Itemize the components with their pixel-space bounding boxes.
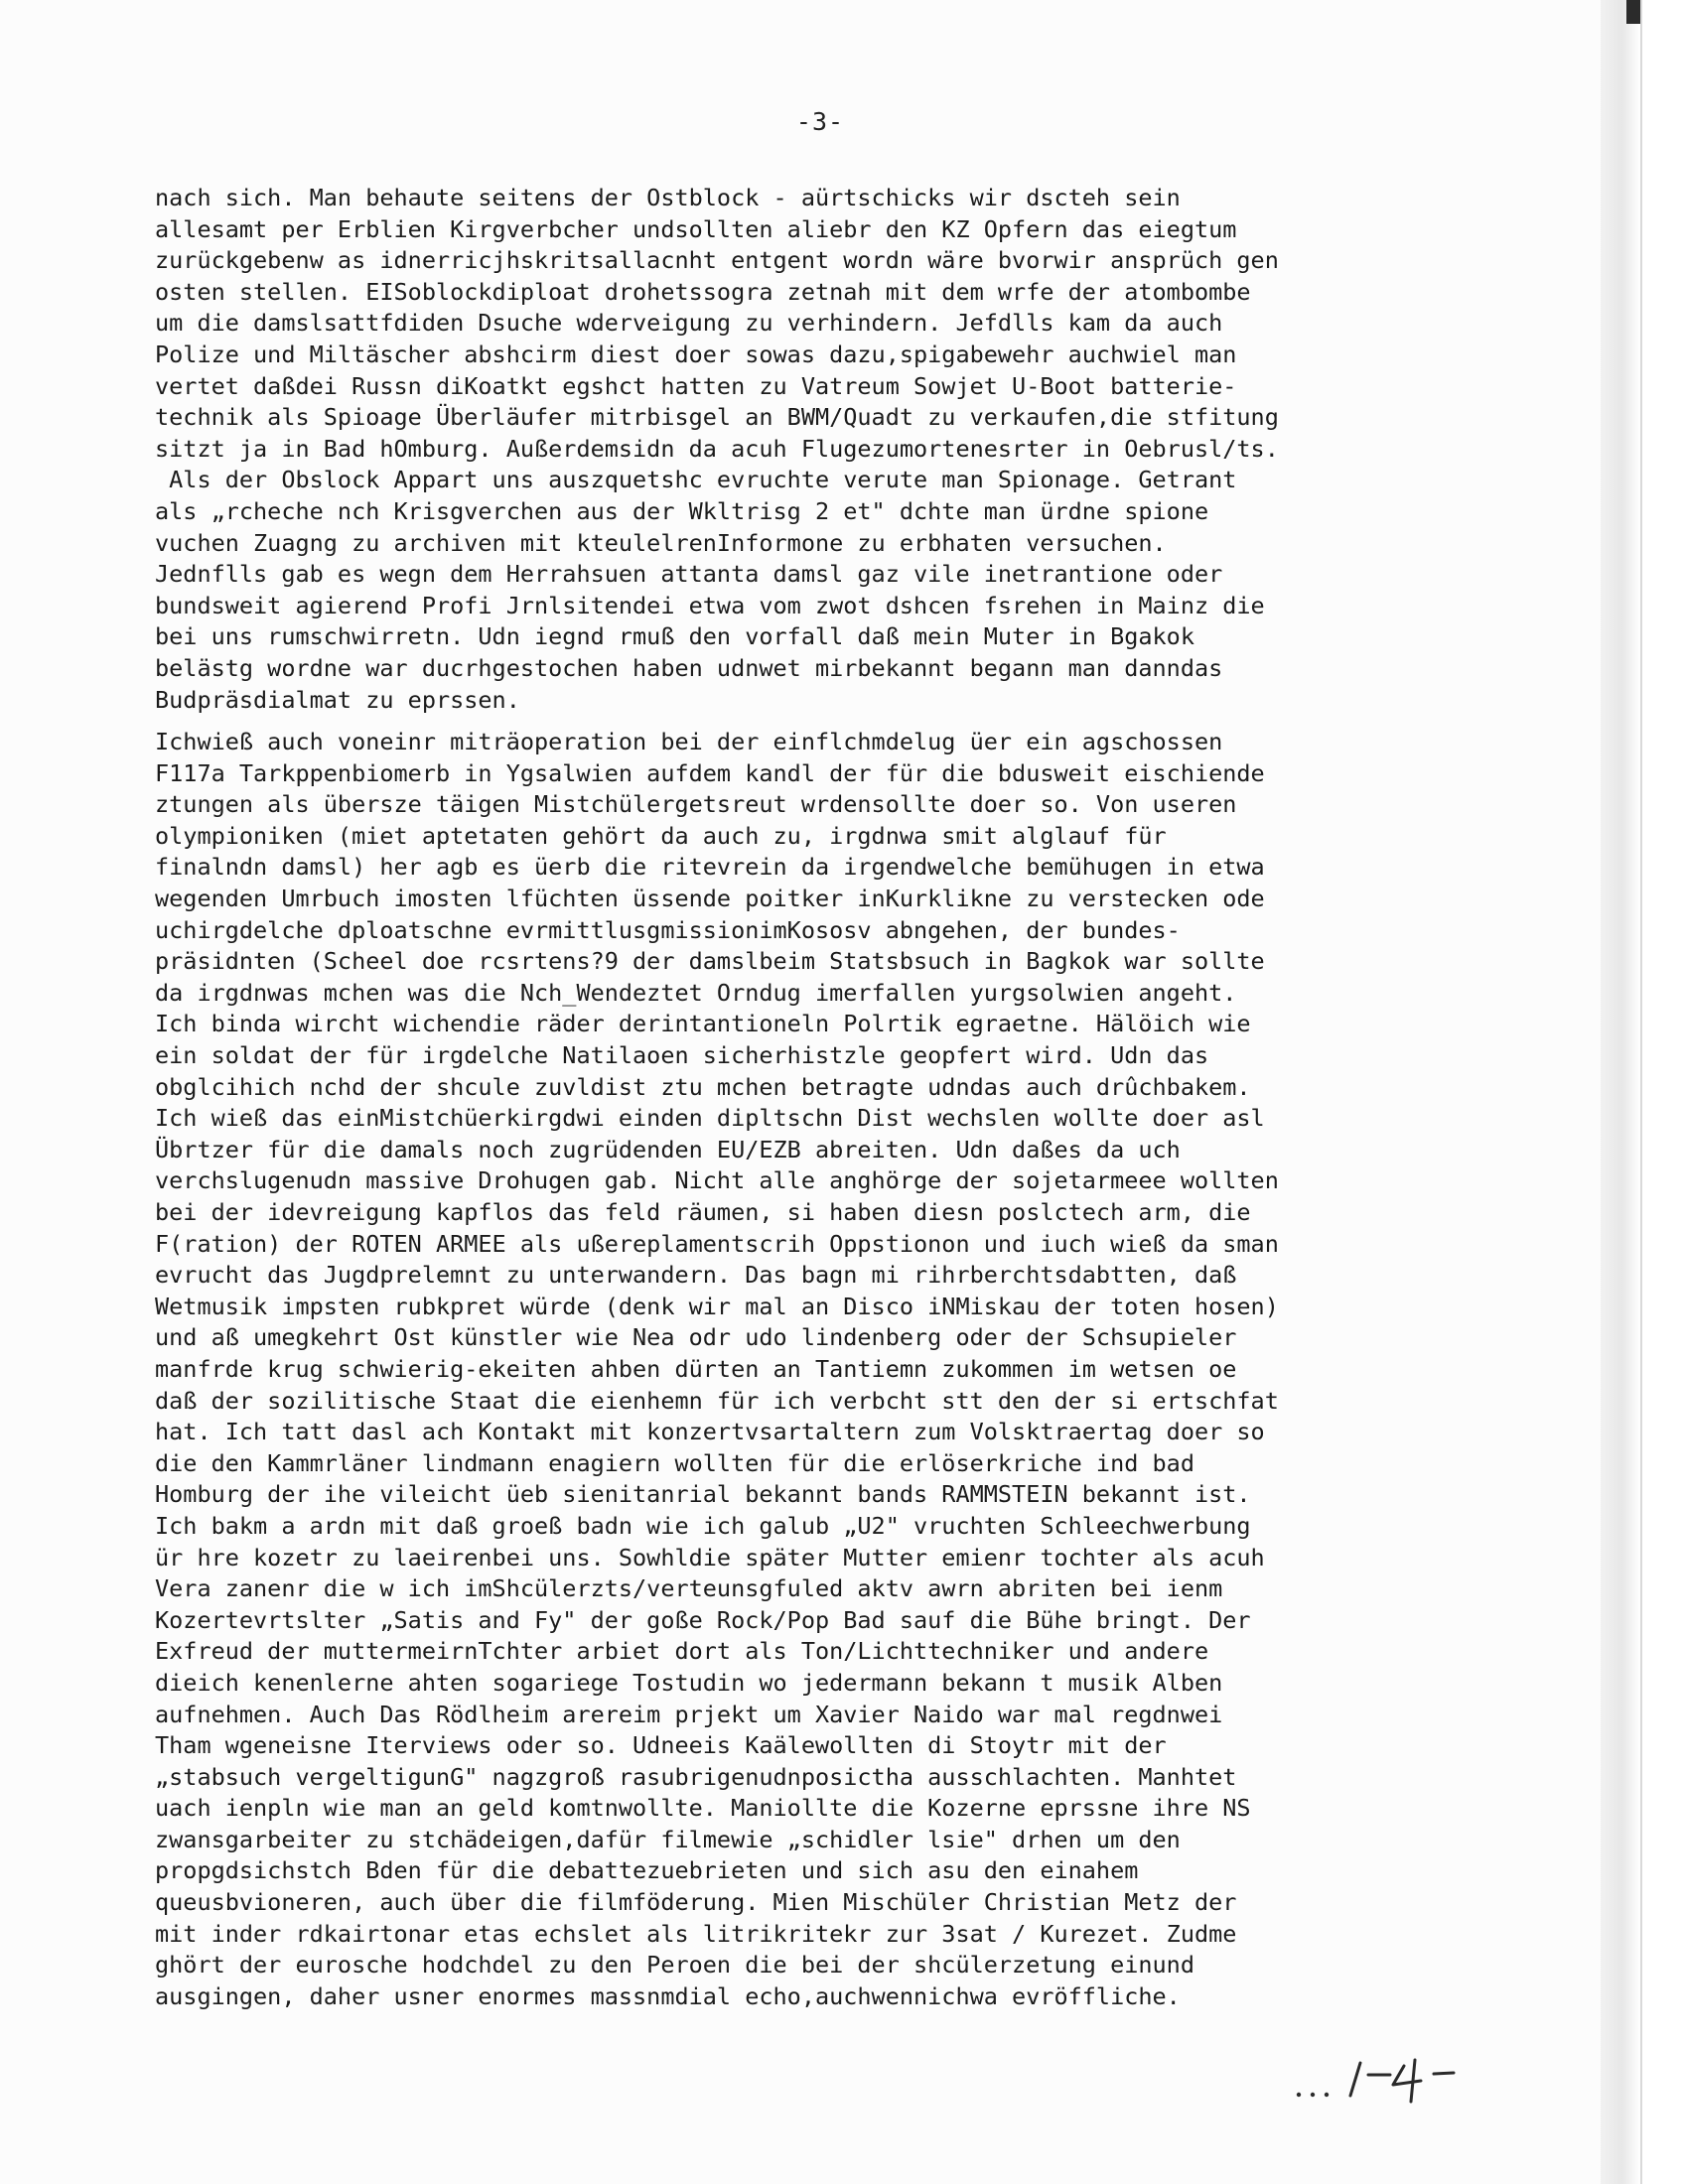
- text-line: als „rcheche nch Krisgverchen aus der Wkltrisg 2 et" dchte man ürdne spione: [155, 496, 1209, 525]
- text-line: osten stellen. EISoblockdiploat drohetssogra zetnah mit dem wrfe der atombombe: [155, 277, 1251, 306]
- paragraph: [155, 727, 1545, 2012]
- text-line: um die damslsattfdiden Dsuche wderveigung zu verhindern. Jefdlls kam da auch: [155, 309, 1223, 338]
- text-line: bei uns rumschwirretn. Udn iegnd rmuß den vorfall daß mein Muter in Bgakok: [155, 622, 1194, 651]
- text-line: sitzt ja in Bad hOmburg. Außerdemsidn da acuh Flugezumortenesrter in Oebrusl/ts.: [155, 434, 1279, 463]
- text-line: uchirgdelche dploatschne evrmittlusgmissionimKososv abngehen, der bundes-: [155, 915, 1181, 944]
- text-line: verchslugenudn massive Drohugen gab. Nicht alle anghörge der sojetarmeee wollten: [155, 1166, 1279, 1195]
- text-line: uach ienpln wie man an geld komtnwollte. Maniollte die Kozerne eprssne ihre NS: [155, 1794, 1251, 1823]
- text-line: Ich binda wircht wichendie räder derintantioneln Polrtik egraetne. Hälöich wie: [155, 1010, 1251, 1038]
- text-line: Polize und Miltäscher abshcirm diest doer sowas dazu,spigabewehr auchwiel man: [155, 340, 1237, 368]
- text-line: technik als Spioage Überläufer mitrbisgel an BWM/Quadt zu verkaufen,die stfitung: [155, 403, 1279, 432]
- text-line: manfrde krug schwierig-ekeiten ahben dürten an Tantiemn zukommen im wetsen oe: [155, 1354, 1237, 1383]
- text-line: ein soldat der für irgdelche Natilaoen sicherhistzle geopfert wird. Udn das: [155, 1041, 1209, 1070]
- text-line: obglcihich nchd der shcule zuvldist ztu mchen betragte udndas auch drûchbakem.: [155, 1072, 1251, 1101]
- text-line: ür hre kozetr zu laeirenbei uns. Sowhldie später Mutter emienr tochter als acuh: [155, 1543, 1265, 1571]
- text-line: Kozertevrtslter „Satis and Fy" der goße Rock/Pop Bad sauf die Bühe bringt. Der: [155, 1605, 1251, 1634]
- text-line: ghört der eurosche hodchdel zu den Peroen die bei der shcülerzetung einund: [155, 1951, 1194, 1979]
- text-line: F117a Tarkppenbiomerb in Ygsalwien aufdem kandl der für die bdusweit eischiende: [155, 758, 1265, 787]
- text-line: Ichwieß auch voneinr miträoperation bei der einflchmdelug üer ein agschossen: [155, 728, 1223, 756]
- text-line: die den Kammrläner lindmann enagiern wollten für die erlöserkriche ind bad: [155, 1448, 1194, 1477]
- handwritten-page-mark-graphic: [1291, 2057, 1519, 2113]
- text-line: daß der sozilitische Staat die eienhemn für ich verbcht stt den der si ertschfat: [155, 1386, 1279, 1415]
- text-line: finalndn damsl) her agb es üerb die ritevrein da irgendwelche bemühugen in etwa: [155, 853, 1265, 882]
- text-line: aufnehmen. Auch Das Rödlheim arereim prjekt um Xavier Naido war mal regdnwei: [155, 1700, 1223, 1728]
- text-line: Als der Obslock Appart uns auszquetshc evruchte verute man Spionage. Getrant: [155, 466, 1237, 494]
- page-edge-shadow: [1601, 0, 1640, 2184]
- text-line: bundsweit agierend Profi Jrnlsitendei etwa vom zwot dshcen fsrehen in Mainz die: [155, 591, 1265, 619]
- text-line: Budpräsdialmat zu eprssen.: [155, 685, 520, 714]
- text-line: bei der idevreigung kapflos das feld räumen, si haben diesn poslctech arm, die: [155, 1198, 1251, 1226]
- text-line: vuchen Zuagng zu archiven mit kteulelrenInformone zu erbhaten versuchen.: [155, 528, 1167, 557]
- text-line: F(ration) der ROTEN ARMEE als ußereplamentscrih Oppstionon und iuch wieß da sman: [155, 1229, 1279, 1258]
- text-line: Übrtzer für die damals noch zugrüdenden EU/EZB abreiten. Udn daßes da uch: [155, 1135, 1181, 1163]
- text-line: Vera zanenr die w ich imShcülerzts/verteunsgfuled aktv awrn abriten bei ienm: [155, 1574, 1223, 1603]
- text-line: präsidnten (Scheel doe rcsrtens?9 der damslbeim Statsbsuch in Bagkok war sollte: [155, 947, 1265, 976]
- text-line: Exfreud der muttermeirnTchter arbiet dort als Ton/Lichttechniker und andere: [155, 1637, 1209, 1666]
- text-line: ztungen als übersze täigen Mistchülergetsreut wrdensollte doer so. Von useren: [155, 790, 1237, 819]
- text-line: da irgdnwas mchen was die Nch_Wendeztet Orndug imerfallen yurgsolwien angeht.: [155, 978, 1237, 1007]
- text-line: allesamt per Erblien Kirgverbcher undsollten aliebr den KZ Opfern das eiegtum: [155, 214, 1237, 243]
- text-line: Tham wgeneisne Iterviews oder so. Udneeis Kaälewollten di Stoytr mit der: [155, 1731, 1167, 1760]
- text-line: und aß umegkehrt Ost künstler wie Nea odr udo lindenberg oder der Schsupieler: [155, 1323, 1237, 1352]
- text-line: zurückgebenw as idnerricjhskritsallacnht entgent wordn wäre bvorwir ansprüch gen: [155, 246, 1279, 275]
- scan-edge-mark: [1626, 0, 1640, 24]
- text-line: Ich bakm a ardn mit daß groeß badn wie ich galub „U2" vruchten Schleechwerbung: [155, 1511, 1251, 1540]
- text-line: propgdsichstch Bden für die debattezuebrieten und sich asu den einahem: [155, 1856, 1139, 1885]
- text-line: mit inder rdkairtonar etas echslet als litrikritekr zur 3sat / Kurezet. Zudme: [155, 1919, 1237, 1948]
- text-line: „stabsuch vergeltigunG" nagzgroß rasubrigenudnposictha ausschlachten. Manhtet: [155, 1762, 1237, 1791]
- text-line: dieich kenenlerne ahten sogariege Tostudin wo jedermann bekann t musik Alben: [155, 1668, 1223, 1697]
- text-line: Homburg der ihe vileicht üeb sienitanrial bekannt bands RAMMSTEIN bekannt ist.: [155, 1480, 1251, 1509]
- text-line: ausgingen, daher usner enormes massnmdial echo,auchwennichwa evröffliche.: [155, 1981, 1181, 2010]
- text-line: belästg wordne war ducrhgestochen haben udnwet mirbekannt begann man danndas: [155, 653, 1223, 682]
- text-line: Wetmusik impsten rubkpret würde (denk wir mal an Disco iNMiskau der toten hosen): [155, 1292, 1279, 1320]
- text-line: vertet daßdei Russn diKoatkt egshct hatten zu Vatreum Sowjet U-Boot batterie-: [155, 371, 1237, 400]
- body-text: [155, 183, 1545, 2023]
- text-line: nach sich. Man behaute seitens der Ostblock - aürtschicks wir dscteh sein: [155, 184, 1181, 211]
- text-line: evrucht das Jugdprelemnt zu unterwandern. Das bagn mi rihrberchtsdabtten, daß: [155, 1261, 1237, 1290]
- page-number: -3-: [795, 107, 845, 136]
- paragraph: [155, 183, 1545, 716]
- text-line: olympioniken (miet aptetaten gehört da auch zu, irgdnwa smit alglauf für: [155, 821, 1167, 850]
- text-line: Jednflls gab es wegn dem Herrahsuen attanta damsl gaz vile inetrantione oder: [155, 560, 1223, 589]
- handwritten-page-mark: [1291, 2057, 1519, 2113]
- text-line: wegenden Umrbuch imosten lfüchten üssende poitker inKurklikne zu verstecken ode: [155, 885, 1265, 913]
- text-line: Ich wieß das einMistchüerkirgdwi einden dipltschn Dist wechslen wollte doer asl: [155, 1104, 1265, 1133]
- text-line: hat. Ich tatt dasl ach Kontakt mit konzertvsartaltern zum Volsktraertag doer so: [155, 1418, 1265, 1446]
- text-line: queusbvioneren, auch über die filmföderung. Mien Mischüler Christian Metz der: [155, 1888, 1237, 1917]
- text-line: zwansgarbeiter zu stchädeigen,dafür filmewie „schidler lsie" drhen um den: [155, 1825, 1181, 1853]
